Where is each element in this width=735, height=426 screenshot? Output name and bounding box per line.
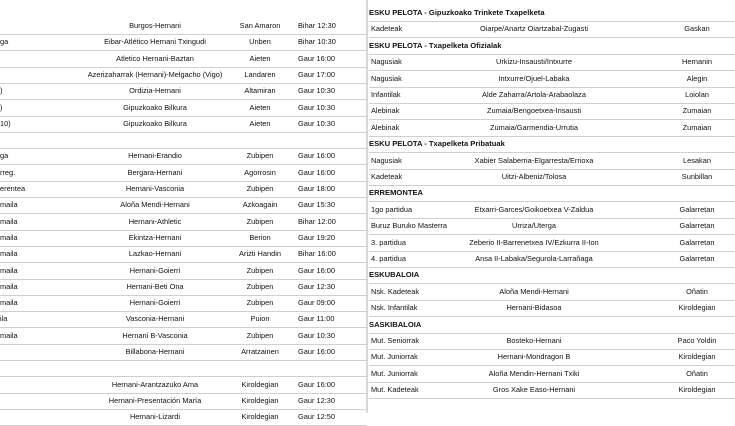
category-cell: Nagusiak xyxy=(371,155,402,165)
schedule-row xyxy=(0,409,366,426)
category-cell: 3. partidua xyxy=(371,237,406,247)
venue-cell: San Amaron xyxy=(239,21,281,30)
schedule-row xyxy=(0,181,366,198)
venue-cell: Unben xyxy=(249,37,271,47)
match-cell: Aloña Mendi-Hernani xyxy=(499,286,569,296)
schedule-row xyxy=(0,34,366,51)
match-cell: Gipuzkoako Bilkura xyxy=(123,102,187,112)
category-cell: ila xyxy=(0,314,8,324)
match-cell: Eibar-Atlético Hernani Txingudi xyxy=(104,37,206,47)
match-cell: Urkizu-Insausti/Intxurre xyxy=(496,57,572,67)
category-cell: maila xyxy=(0,216,18,226)
venue-cell: Sunbillan xyxy=(681,172,713,181)
venue-cell: Kiroldegian xyxy=(678,303,716,313)
venue-cell: Agorrosin xyxy=(244,167,276,177)
schedule-row xyxy=(369,235,735,252)
match-cell: Lazkao-Hernani xyxy=(128,249,182,259)
time-cell: Gaur 12:30 xyxy=(298,281,335,291)
venue-cell: Landaren xyxy=(244,69,276,79)
venue-cell: Zubipen xyxy=(246,216,274,226)
schedule-row xyxy=(0,51,366,68)
venue-cell: Paco Yoldin xyxy=(677,336,717,345)
right-schedule-column xyxy=(369,0,735,413)
venue-cell: Galarretan xyxy=(679,221,715,231)
venue-cell: Zubipen xyxy=(246,151,274,161)
match-cell: Bosteko-Hernani xyxy=(506,336,562,345)
match-cell: Hernani-Arantzazuko Ama xyxy=(111,379,199,389)
time-cell: Gaur 10:30 xyxy=(298,102,335,112)
category-cell: Mut. Juniorrak xyxy=(371,368,418,378)
schedule-row xyxy=(369,103,735,120)
schedule-row xyxy=(369,54,735,71)
category-cell: maila xyxy=(0,232,18,242)
schedule-row xyxy=(369,169,735,186)
match-cell: Hernani-Mondragon B xyxy=(497,352,571,362)
category-cell: ga xyxy=(0,37,9,47)
venue-cell: Arratzainen xyxy=(241,347,279,356)
match-cell: Aloña Mendin-Hernani Txiki xyxy=(488,368,580,378)
schedule-row xyxy=(0,116,366,133)
venue-cell: Aieten xyxy=(249,53,271,63)
schedule-row xyxy=(0,100,366,117)
category-cell: rreg. xyxy=(0,167,16,177)
match-cell: Uitzi-Albeniz/Tolosa xyxy=(501,172,567,181)
match-cell: Hernani-Presentación María xyxy=(108,395,202,405)
match-cell: Hernani-Goierri xyxy=(129,298,181,308)
match-cell: Aloña Mendi-Hernani xyxy=(120,200,190,210)
category-cell: Nagusiak xyxy=(371,73,402,83)
schedule-row xyxy=(0,311,366,328)
schedule-row xyxy=(0,344,366,361)
venue-cell: Zubipen xyxy=(246,330,274,340)
section-heading: ERREMONTEA xyxy=(369,185,735,202)
match-cell: Oiarpe/Anartz Oiartzabal-Zugasti xyxy=(479,24,589,34)
schedule-row xyxy=(0,165,366,182)
venue-cell: Galarretan xyxy=(679,254,715,263)
schedule-row xyxy=(369,120,735,137)
schedule-row xyxy=(0,67,366,84)
schedule-row xyxy=(0,263,366,280)
venue-cell: Zumaian xyxy=(682,106,712,116)
match-cell: Hernani B-Vasconia xyxy=(122,330,188,340)
schedule-row xyxy=(369,300,735,317)
match-cell: Hernani-Beti Ona xyxy=(126,281,184,291)
venue-cell: Zubipen xyxy=(246,265,274,275)
category-cell: maila xyxy=(0,265,18,275)
schedule-row xyxy=(369,251,735,268)
venue-cell: Puion xyxy=(250,314,270,324)
schedule-row xyxy=(369,87,735,104)
venue-cell: Lesakan xyxy=(683,155,711,165)
left-schedule-column xyxy=(0,0,366,422)
schedule-row xyxy=(0,393,366,410)
time-cell: Bihar 10:30 xyxy=(298,37,336,47)
match-cell: Hernani-Erandio xyxy=(128,151,182,161)
venue-cell: Zumaian xyxy=(682,122,712,132)
section-heading: ESKU PELOTA - Txapelketa Pribatuak xyxy=(369,136,735,153)
venue-cell: Arizti Handin xyxy=(239,249,281,259)
venue-cell: Berion xyxy=(249,232,271,242)
venue-cell: Altamiran xyxy=(244,86,276,96)
venue-cell: Kiroldegian xyxy=(678,385,716,395)
venue-cell: Kiroldegian xyxy=(241,412,279,422)
venue-cell: Alegin xyxy=(686,73,708,83)
schedule-row xyxy=(0,377,366,394)
schedule-row xyxy=(369,333,735,350)
schedule-row xyxy=(369,366,735,383)
match-cell: Intxurre/Ojuel-Labaka xyxy=(498,73,570,83)
match-cell: Azerizaharrak (Hernani)-Melgacho (Vigo) xyxy=(87,69,223,79)
schedule-row xyxy=(0,279,366,296)
match-cell: Bergara-Hernani xyxy=(127,167,183,177)
match-cell: Xabier Salaberria-Elgarresta/Errioxa xyxy=(474,155,594,165)
match-cell: Zeberio II-Barrenetxea IV/Ezkurra II-Ion xyxy=(469,237,599,247)
match-cell: Hernani-Lizardi xyxy=(129,412,181,422)
schedule-row xyxy=(0,214,366,231)
time-cell: Bihar 12:00 xyxy=(298,216,336,226)
venue-cell: Azkoagain xyxy=(242,200,278,210)
category-cell: Infantilak xyxy=(371,90,401,99)
venue-cell: Hernanin xyxy=(682,57,712,67)
time-cell: Gaur 18:00 xyxy=(298,184,335,193)
match-cell: Zumaia/Bengoetxea-Insausti xyxy=(486,106,582,116)
match-cell: Burgos-Hernani xyxy=(129,21,181,30)
match-cell: Zumaia/Garmendia-Urrutia xyxy=(490,122,578,132)
venue-cell: Kiroldegian xyxy=(241,395,279,405)
time-cell: Gaur 16:00 xyxy=(298,265,335,275)
category-cell: Mut. Kadeteak xyxy=(371,385,419,395)
time-cell: Gaur 15:30 xyxy=(298,200,335,210)
time-cell: Bihar 16:00 xyxy=(298,249,336,259)
time-cell: Gaur 16:00 xyxy=(298,53,335,63)
match-cell: Atletico Hernani-Baztan xyxy=(116,53,194,63)
schedule-row xyxy=(0,328,366,345)
schedule-row xyxy=(0,18,366,35)
schedule-row xyxy=(369,349,735,366)
category-cell: Kadeteak xyxy=(371,24,403,34)
venue-cell: Galarretan xyxy=(679,204,715,214)
category-cell: maila xyxy=(0,281,18,291)
schedule-row xyxy=(369,153,735,170)
match-cell: Gros Xake Easo-Hernani xyxy=(492,385,576,395)
category-cell: 1go partidua xyxy=(371,204,413,214)
time-cell: Gaur 16:00 xyxy=(298,151,335,161)
venue-cell: Aieten xyxy=(249,118,271,128)
schedule-row xyxy=(369,71,735,88)
time-cell: Gaur 12:30 xyxy=(298,395,335,405)
venue-cell: Kiroldegian xyxy=(241,379,279,389)
time-cell: Gaur 16:00 xyxy=(298,379,335,389)
category-cell: Alebinak xyxy=(371,106,400,116)
category-cell: Alebinak xyxy=(371,122,400,132)
time-cell: Gaur 16:00 xyxy=(298,167,335,177)
category-cell: Mut. Seniorrak xyxy=(371,336,420,345)
match-cell: Hernani-Bidasoa xyxy=(506,303,562,313)
section-gap xyxy=(0,360,366,377)
schedule-row xyxy=(0,83,366,100)
time-cell: Gaur 16:00 xyxy=(298,347,335,356)
schedule-row xyxy=(0,197,366,214)
time-cell: Gaur 10:30 xyxy=(298,118,335,128)
category-cell: maila xyxy=(0,200,18,210)
match-cell: Vasconia-Hernani xyxy=(125,314,185,324)
venue-cell: Zubipen xyxy=(246,298,274,308)
category-cell: maila xyxy=(0,249,18,259)
venue-cell: Oñatin xyxy=(686,286,708,296)
section-heading: ESKU PELOTA - Gipuzkoako Trinkete Txapelketa xyxy=(369,5,735,22)
category-cell: Kadeteak xyxy=(371,172,403,181)
category-cell: maila xyxy=(0,330,18,340)
section-gap xyxy=(0,132,366,149)
schedule-row xyxy=(0,148,366,165)
venue-cell: Galarretan xyxy=(679,237,715,247)
venue-cell: Loiolan xyxy=(685,90,709,99)
match-cell: Ordizia-Hernani xyxy=(129,86,181,96)
time-cell: Gaur 10:30 xyxy=(298,330,335,340)
venue-cell: Oñatin xyxy=(686,368,708,378)
venue-cell: Zubipen xyxy=(246,281,274,291)
schedule-row xyxy=(369,382,735,399)
category-cell: Nagusiak xyxy=(371,57,402,67)
category-cell: Nsk. Infantilak xyxy=(371,303,418,313)
schedule-row xyxy=(0,295,366,312)
match-cell: Billabona-Hernani xyxy=(125,347,185,356)
venue-cell: Gaskan xyxy=(684,24,710,34)
venue-cell: Aieten xyxy=(249,102,271,112)
category-cell: ga xyxy=(0,151,9,161)
venue-cell: Kiroldegian xyxy=(678,352,716,362)
schedule-row xyxy=(369,218,735,235)
time-cell: Gaur 19:20 xyxy=(298,232,335,242)
time-cell: Gaur 11:00 xyxy=(298,314,335,324)
match-cell: Urriza/Uterga xyxy=(512,221,556,231)
category-cell: 4. partidua xyxy=(371,254,406,263)
match-cell: Ansa II-Labaka/Segurola-Larrañaga xyxy=(475,254,593,263)
section-heading: SASKIBALOIA xyxy=(369,317,735,334)
venue-cell: Zubipen xyxy=(246,184,274,193)
match-cell: Gipuzkoako Bilkura xyxy=(123,118,187,128)
category-cell: ) xyxy=(0,102,3,112)
match-cell: Ekintza-Hernani xyxy=(128,232,182,242)
category-cell: Nsk. Kadeteak xyxy=(371,286,420,296)
time-cell: Gaur 09:00 xyxy=(298,298,335,308)
section-heading: ESKUBALOIA xyxy=(369,267,735,284)
category-cell: maila xyxy=(0,298,18,308)
schedule-row xyxy=(369,284,735,301)
time-cell: Gaur 10:30 xyxy=(298,86,335,96)
category-cell: ) xyxy=(0,86,3,96)
schedule-row xyxy=(0,230,366,247)
column-divider xyxy=(366,0,368,413)
time-cell: Gaur 17:00 xyxy=(298,69,335,79)
section-heading: ESKU PELOTA - Txapelketa Ofizialak xyxy=(369,38,735,55)
schedule-row xyxy=(0,246,366,263)
time-cell: Bihar 12:30 xyxy=(298,21,336,30)
match-cell: Hernani-Athletic xyxy=(128,216,182,226)
category-cell: erentea xyxy=(0,184,26,193)
match-cell: Hernani-Goierri xyxy=(129,265,181,275)
category-cell: Buruz Buruko Masterra xyxy=(371,221,447,231)
category-cell: Mut. Juniorrak xyxy=(371,352,418,362)
match-cell: Etxarri-Garces/Goikoetxea V-Zaldua xyxy=(474,204,594,214)
match-cell: Alde Zaharra/Artola-Arabaolaza xyxy=(482,90,586,99)
schedule-row xyxy=(369,21,735,38)
category-cell: 10) xyxy=(0,118,11,128)
match-cell: Hernani-Vasconia xyxy=(125,184,185,193)
time-cell: Gaur 12:50 xyxy=(298,412,335,422)
schedule-row xyxy=(369,202,735,219)
